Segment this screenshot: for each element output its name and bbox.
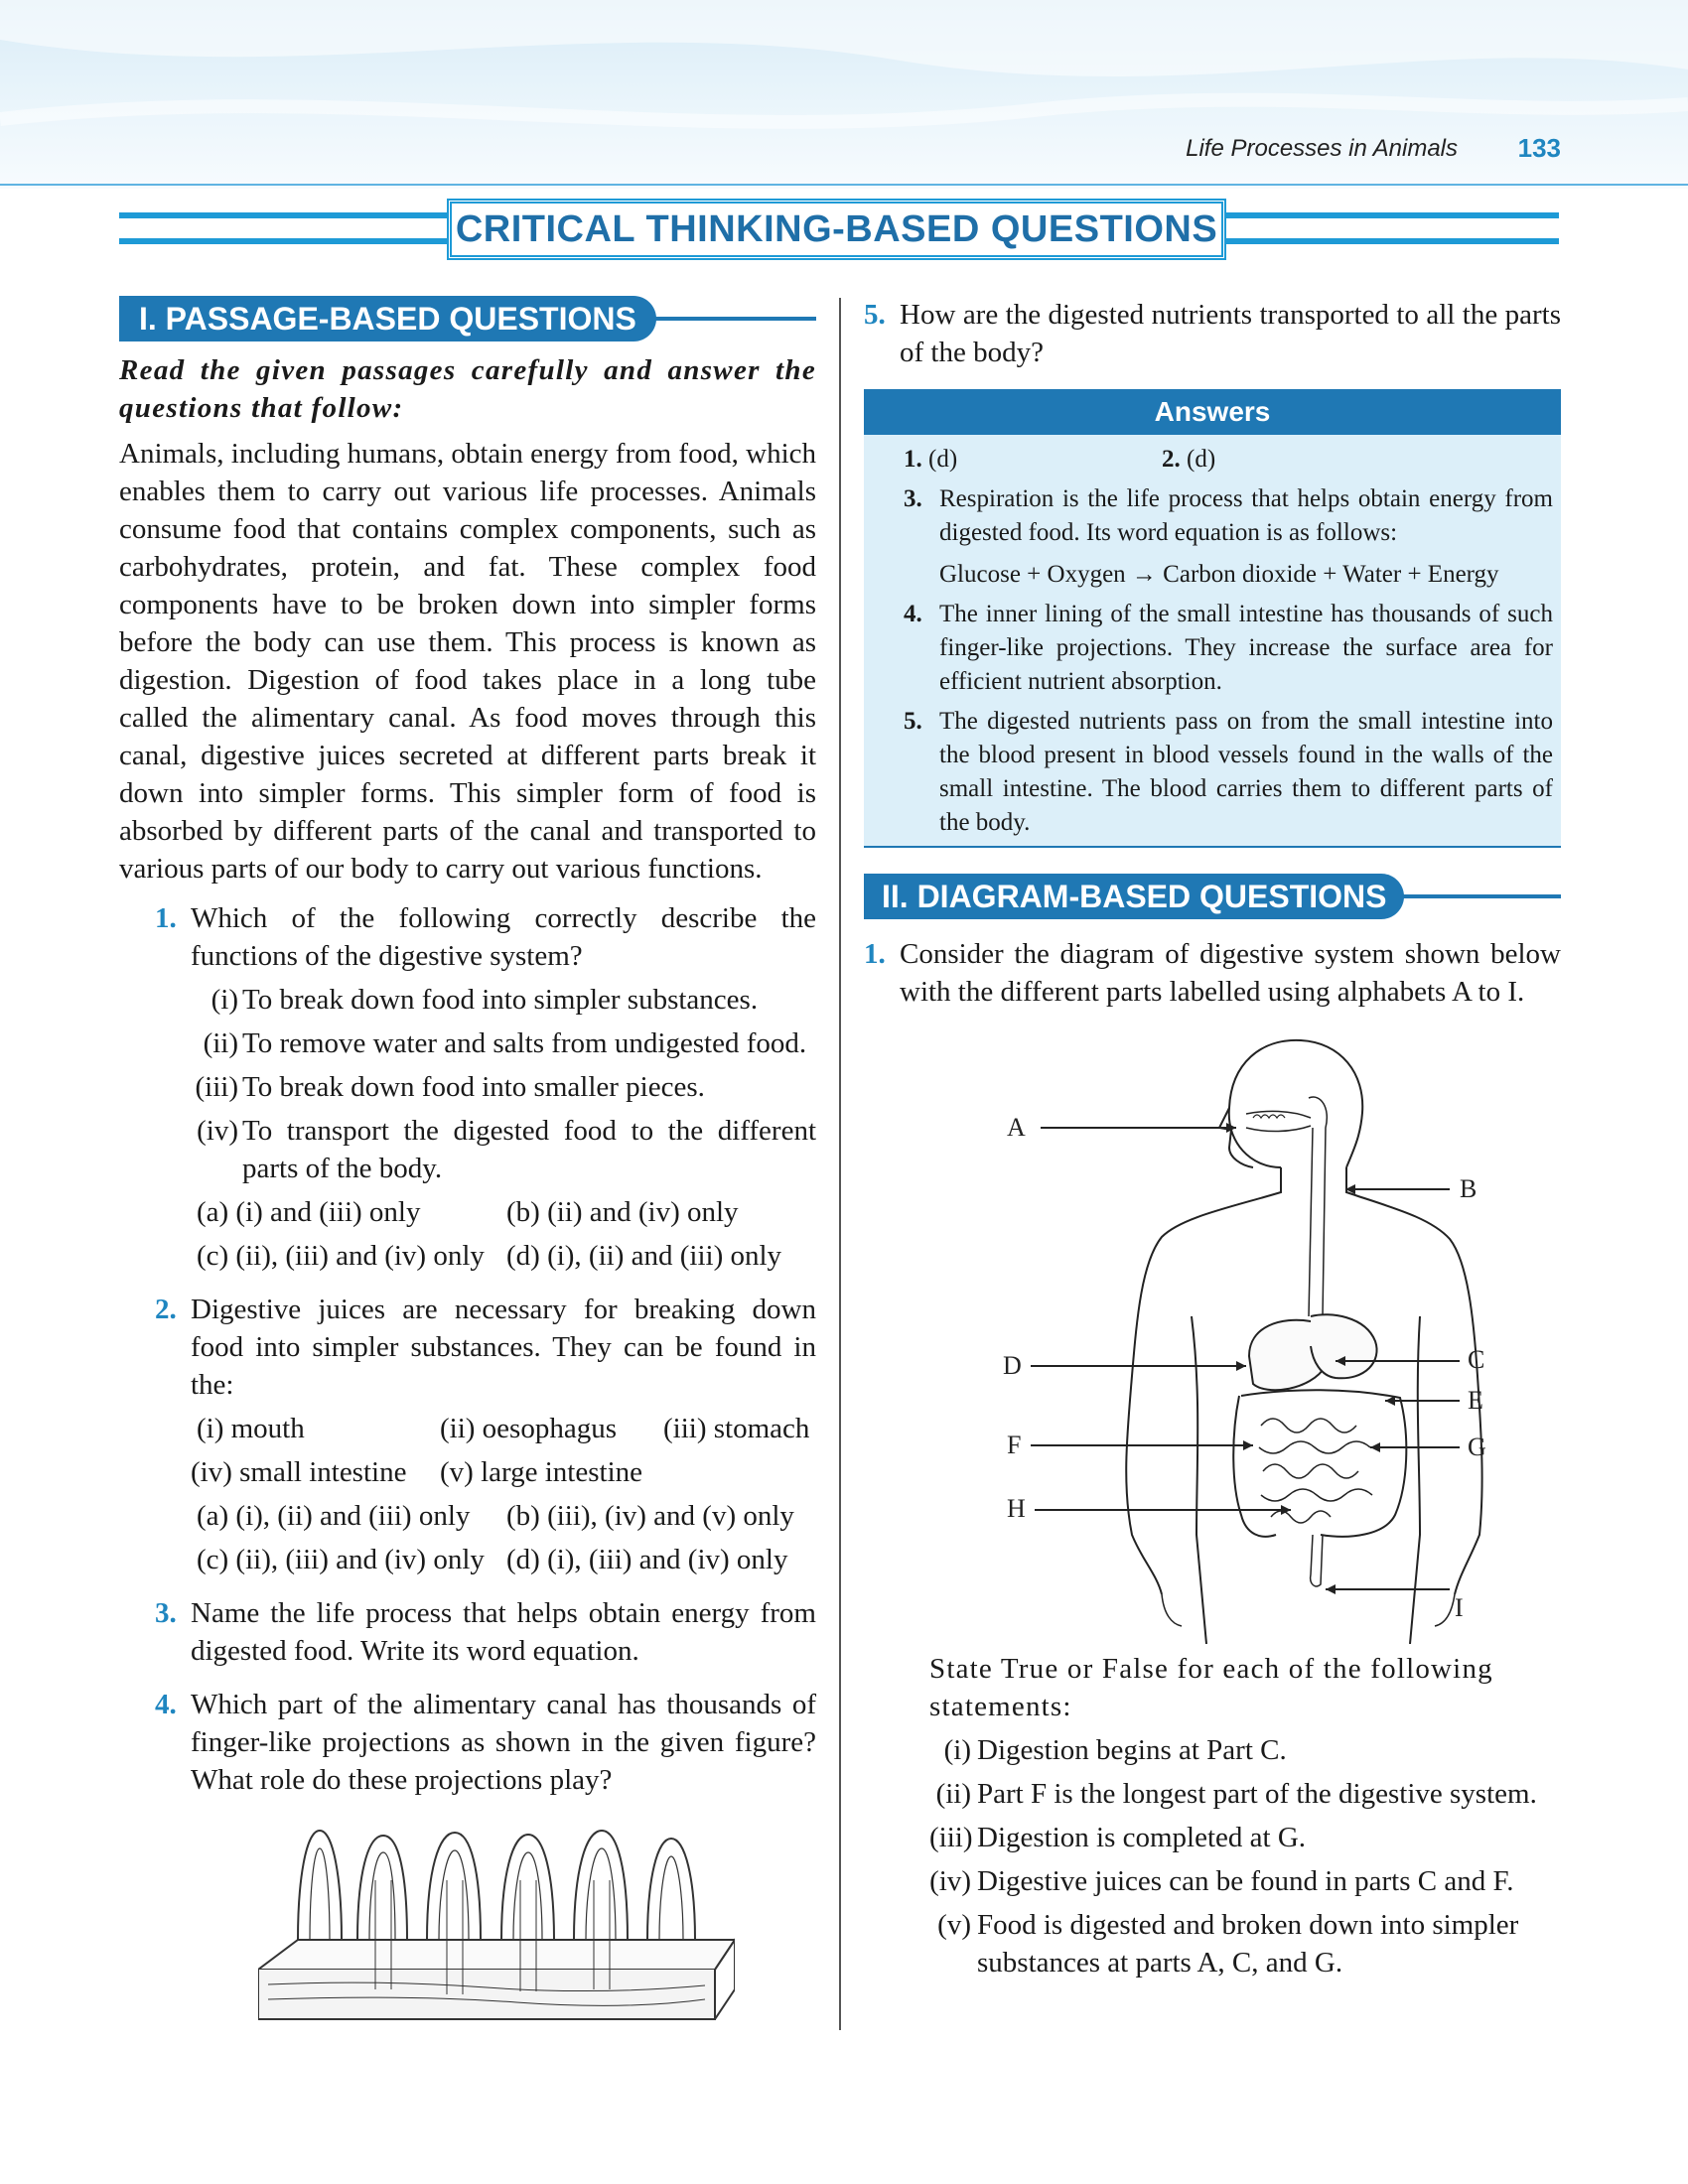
option-c: (c) (ii), (iii) and (iv) only [197,1544,485,1575]
digestive-system-diagram [993,1019,1549,1644]
section1-heading-label: I. PASSAGE-BASED QUESTIONS [119,296,656,341]
answer-2: 2. (d) [1162,446,1216,473]
question-number: 1. [155,902,177,934]
tf-statement: (ii) Part F is the longest part of the digestive system. [935,1778,1537,1810]
label-e: E [1468,1386,1483,1415]
tf-statement: (v) Food is digested and broken down into simpler substances at parts A, C, and G. [937,1909,1519,1979]
question-2 [155,1291,816,1578]
item: (v) large intestine [440,1456,643,1488]
tf-statement: (iv) Digestive juices can be found in parts C and F. [929,1865,1514,1897]
option-d: (d) (i), (iii) and (iv) only [506,1544,788,1575]
answers-box [864,389,1561,848]
statement-item: (iv) To transport the digested food to the different parts of the body. [197,1115,816,1184]
page-number: 133 [1517,133,1561,163]
statement-item: (ii) To remove water and salts from undigested food. [203,1027,807,1059]
villi-figure [258,1821,735,2029]
word-equation: Glucose + Oxygen → Carbon dioxide + Water + Energy [939,561,1499,588]
question-text: How are the digested nutrients transported to all the parts of the body? [900,299,1561,368]
label-i: I [1455,1593,1464,1622]
header-rule [0,184,1688,186]
item: (iii) stomach [663,1413,810,1444]
option-row [191,1497,816,1535]
question-text: Which part of the alimentary canal has thousands of finger-like projections as shown in the given figure? What role do these projections play? [191,1689,816,1796]
answer-row [864,443,1561,477]
question-5 [864,296,1561,371]
right-column [864,296,1561,1981]
option-row [191,1237,816,1275]
answers-heading: Answers [864,389,1561,435]
option-a: (a) (i) and (iii) only [197,1196,421,1228]
option-d: (d) (i), (ii) and (iii) only [506,1240,782,1272]
section2-heading [864,874,1561,921]
instruction: Read the given passages carefully and answer the questions that follow: [119,354,816,424]
question-number: 1. [864,938,886,970]
tf-intro: State True or False for each of the following statements: [929,1653,1493,1722]
item-row [191,1410,816,1447]
option-row [191,1193,816,1231]
left-column [119,296,816,2029]
label-c: C [1468,1345,1485,1374]
diagram-question-1 [864,935,1561,1011]
banner-box [447,199,1226,260]
label-g: G [1468,1433,1486,1461]
option-a: (a) (i), (ii) and (iii) only [197,1500,471,1532]
running-head: Life Processes in Animals [1186,135,1458,162]
item: (i) mouth [197,1413,305,1444]
banner-title: CRITICAL THINKING-BASED QUESTIONS [455,208,1218,250]
passage: Animals, including humans, obtain energy from food, which enables them to carry out various life processes. Animals consume food that contains complex components, such as carbohydrates, protein, and fat. These complex food components have to be broken down into simpler forms before the body can use them. This process is known as digestion. Digestion of food takes place in a long tube called the alimentary canal. As food moves through this canal, digestive juices secreted at different parts break it down into simpler forms. This simpler form of food is absorbed by different parts of the canal and transported to various parts of our body to carry out various functions. [119,438,816,885]
true-false-block [864,1650,1561,1981]
tf-statement: (iii) Digestion is completed at G. [929,1822,1307,1853]
tf-statement: (i) Digestion begins at Part C. [943,1734,1287,1766]
option-b: (b) (iii), (iv) and (v) only [506,1500,794,1532]
label-h: H [1007,1494,1026,1523]
question-number: 4. [155,1689,177,1720]
question-text: Which of the following correctly describe the functions of the digestive system? [191,902,816,972]
question-text: Consider the diagram of digestive system shown below with the different parts labelled using alphabets A to I. [900,938,1561,1008]
section2-heading-label: II. DIAGRAM-BASED QUESTIONS [864,874,1404,919]
statement-item: (iii) To break down food into smaller pieces. [195,1071,705,1103]
item: (iv) small intestine [191,1456,407,1488]
label-f: F [1007,1431,1022,1459]
question-4 [155,1686,816,1799]
option-c: (c) (ii), (iii) and (iv) only [197,1240,485,1272]
option-row [191,1541,816,1578]
answer-4: 4. The inner lining of the small intestine has thousands of such finger-like projections. They increase the surface area for efficient nutrient absorption. [904,601,1553,695]
answer-1: 1. (d) [904,446,958,473]
question-number: 2. [155,1294,177,1325]
section-banner [119,199,1559,258]
item: (ii) oesophagus [440,1413,617,1444]
label-b: B [1460,1174,1477,1203]
label-d: D [1003,1351,1022,1380]
question-number: 3. [155,1597,177,1629]
answer-5: 5. The digested nutrients pass on from the small intestine into the blood present in blood vessels found in the walls of the small intestine. The blood carries them to different parts of the body. [904,708,1553,836]
question-number: 5. [864,299,886,331]
question-3 [155,1594,816,1670]
question-text: Name the life process that helps obtain energy from digested food. Write its word equation. [191,1597,816,1667]
item-row [191,1453,816,1491]
label-a: A [1007,1113,1026,1142]
question-1 [155,899,816,1275]
statement-item: (i) To break down food into simpler substances. [211,984,759,1016]
section1-heading [119,296,816,343]
column-divider [839,298,841,2030]
question-text: Digestive juices are necessary for breaking down food into simpler substances. They can be found in the: [191,1294,816,1401]
answer-3: 3. Respiration is the life process that helps obtain energy from digested food. Its word equation is as follows: [904,485,1553,546]
option-b: (b) (ii) and (iv) only [506,1196,739,1228]
